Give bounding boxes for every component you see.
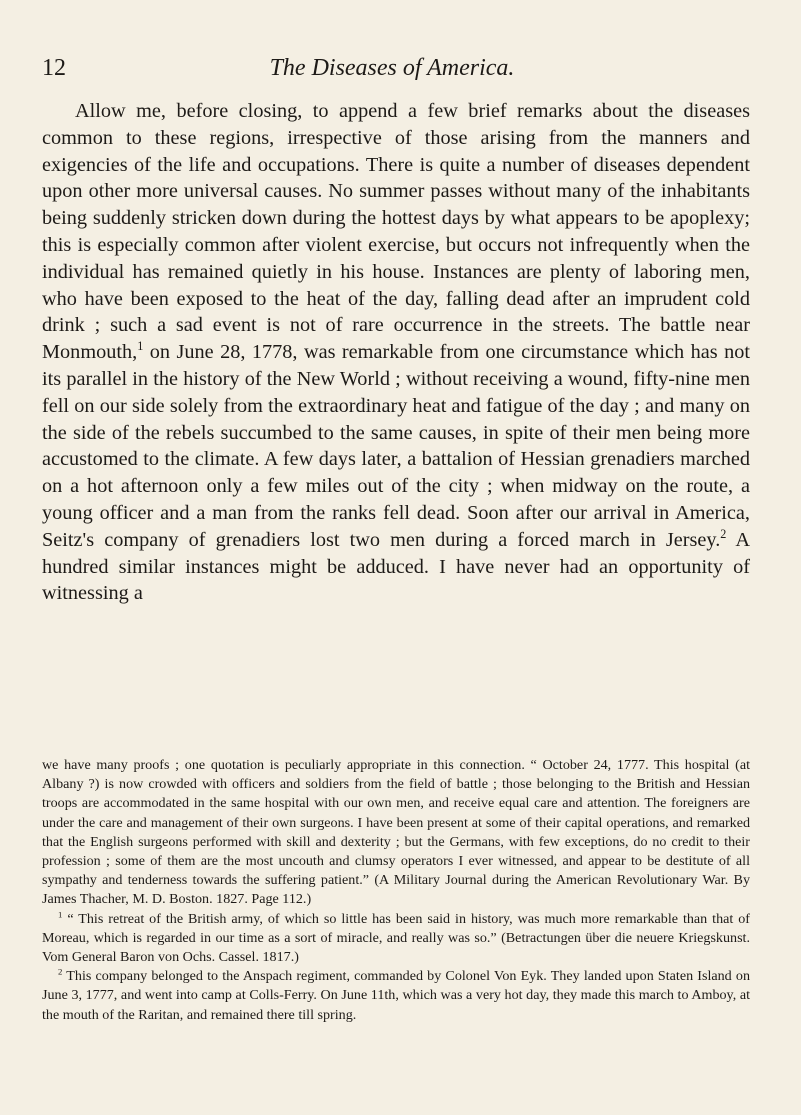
footnote-2-marker: 2 [58, 966, 63, 977]
footnote-2 [42, 967, 750, 1025]
page-header [42, 54, 742, 82]
footnote-2-text: This company belonged to the Anspach regiment, commanded by Colonel Von Eyk. They landed upon Staten Island on June 3, 1777, and went into camp at Colls-Ferry. On June 11th, which was a very hot day, they made this march to Amboy, at the mouth of the Raritan, and remained there till spring. [42, 968, 750, 1023]
footnote-1 [42, 910, 750, 968]
main-text-part-1: Allow me, before closing, to append a few brief remarks about the diseases common to these regions, irrespective of those arising from the manners and exigencies of the life and occupations. There is quite a number of diseases dependent upon other more universal causes. No summer passes without many of the inhabitants being suddenly stricken down during the hottest days by what appears to be apoplexy; this is especially common after violent exercise, but occurs not infrequently when the individual has remained quietly in his house. Instances are plenty of laboring men, who have been exposed to the heat of the day, falling dead after an imprudent cold drink ; such a sad event is not of rare occurrence in the streets. The battle near Monmouth, [42, 100, 750, 364]
main-text-part-3: A hundred similar instances might be adduced. I have never had an opportunity of witnessing a [42, 528, 750, 605]
footnote-reference-1: 1 [137, 339, 144, 354]
footnotes [42, 756, 750, 1025]
footnote-1-marker: 1 [58, 908, 63, 919]
footnote-reference-2: 2 [720, 526, 727, 541]
footnote-continued: we have many proofs ; one quotation is peculiarly appropriate in this connection. “ October 24, 1777. This hospital (at Albany ?) is now crowded with officers and soldiers from the field of battle ; those belonging to the British and Hessian troops are accommodated in the same hospital with our own men, and receive equal care and attention. The foreigners are under the care and management of their own surgeons. I have been present at some of their capital operations, and remarked that the English surgeons performed with skill and dexterity ; but the Germans, with few exceptions, do no credit to their profession ; some of them are the most uncouth and clumsy operators I ever witnessed, and appear to be destitute of all sympathy and tenderness towards the suffering patient.” (A Military Journal during the American Revolutionary War. By James Thacher, M. D. Boston. 1827. Page 112.) [42, 757, 750, 908]
footnote-1-text: “ This retreat of the British army, of which so little has been said in history, was much more remarkable than that of Moreau, which is regarded in our time as a sort of miracle, and really was so.” (Betractungen über die neuere Kriegskunst. Vom General Baron von Ochs. Cassel. 1817.) [42, 910, 750, 966]
main-paragraph [42, 98, 750, 607]
page-number: 12 [42, 55, 66, 81]
running-title: The Diseases of America. [269, 55, 515, 81]
main-text-part-2: on June 28, 1778, was remarkable from one circumstance which has not its parallel in the history of the New World ; without receiving a wound, fifty-nine men fell on our side solely from the extraordinary heat and fatigue of the day ; and many on the side of the rebels succumbed to the same causes, in spite of their men being more accustomed to the climate. A few days later, a battalion of Hessian grenadiers marched on a hot afternoon only a few miles out of the city ; when midway on the route, a young officer and a man from the ranks fell dead. Soon after our arrival in America, Seitz's company of grenadiers lost two men during a forced march in Jersey. [42, 341, 750, 551]
